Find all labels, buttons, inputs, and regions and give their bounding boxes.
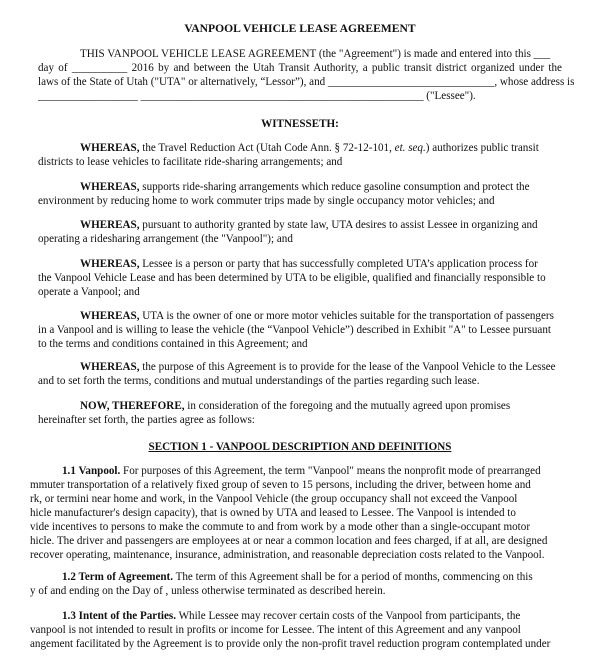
witnesseth-heading: WITNESSETH: [261, 118, 339, 130]
p13-line-1: 1.3 Intent of the Parties. While Lessee may recover certain costs of the Vanpool from participants, the [62, 610, 521, 622]
p12-line-2: y of and ending on the Day of , unless otherwise terminated as described herein. [30, 585, 386, 597]
whereas-1-line-2: districts to lease vehicles to facilitate ride-sharing arrangements; and [38, 156, 343, 168]
now-therefore-paragraph [38, 399, 562, 427]
now-therefore-keyword: NOW, THEREFORE, [80, 400, 185, 412]
whereas-6-line-2: and to set forth the terms, conditions and mutual understandings of the parties regarding such lease. [38, 375, 480, 387]
whereas-2-line-1: WHEREAS, supports ride-sharing arrangements which reduce gasoline consumption and protect the [80, 181, 530, 193]
whereas-keyword: WHEREAS, [80, 181, 140, 193]
p13-heading: 1.3 Intent of the Parties. [62, 610, 176, 622]
whereas-3-line-1: WHEREAS, pursuant to authority granted by state law, UTA desires to assist Lessee in organizing and [80, 219, 538, 231]
whereas-paragraph-3 [38, 218, 562, 246]
p11-line-4: hicle manufacturer's design capacity), that is owned by UTA and leased to Lessee. The Vanpool is intended to [30, 507, 516, 519]
p12-line-1: 1.2 Term of Agreement. The term of this Agreement shall be for a period of months, commencing on this [62, 571, 533, 583]
section-1-heading: SECTION 1 - VANPOOL DESCRIPTION AND DEFINITIONS [148, 441, 452, 453]
whereas-5-line-3: to the terms and conditions contained in this Agreement; and [38, 338, 308, 350]
paragraph-1-2 [30, 570, 566, 598]
whereas-paragraph-5 [38, 309, 562, 351]
now-therefore-line-2: hereinafter set forth, the parties agree as follows: [38, 414, 255, 426]
p11-line-7: recover operating, maintenance, insurance, administration, and reasonable depreciation costs related to the Vanpool. [30, 549, 545, 561]
whereas-keyword: WHEREAS, [80, 258, 140, 270]
p13-line-3: angement facilitated by the Agreement is to provide only the non-profit travel reduction program contemplated under [30, 638, 551, 650]
intro-line-3: laws of the State of Utah ("UTA" or alternatively, “Lessor”), and ______________________________, whose address is [38, 76, 575, 88]
whereas-paragraph-6 [38, 360, 562, 388]
p11-heading: 1.1 Vanpool. [62, 465, 121, 477]
intro-line-2: day of __________ 2016 by and between the Utah Transit Authority, a public transit district organized under the [38, 62, 562, 74]
p11-line-2: mmuter transportation of a relatively fixed group of seven to 15 persons, including the driver, between home and [30, 479, 531, 491]
now-therefore-line-1: NOW, THEREFORE, in consideration of the foregoing and the mutually agreed upon promises [80, 400, 511, 412]
whereas-5-line-1: WHEREAS, UTA is the owner of one or more motor vehicles suitable for the transportation of passengers [80, 310, 554, 322]
intro-line-1: THIS VANPOOL VEHICLE LEASE AGREEMENT (the "Agreement") is made and entered into this ___ [80, 48, 551, 60]
whereas-4-line-3: operate a Vanpool; and [38, 286, 140, 298]
p12-heading: 1.2 Term of Agreement. [62, 571, 174, 583]
whereas-1-line-1: WHEREAS, the Travel Reduction Act (Utah Code Ann. § 72-12-101, et. seq.) authorizes public transit [80, 142, 539, 154]
p11-line-5: vide incentives to persons to make the commute to and from work by a mode other than a single-occupant motor [30, 521, 531, 533]
intro-paragraph [38, 47, 575, 103]
whereas-keyword: WHEREAS, [80, 361, 140, 373]
whereas-keyword: WHEREAS, [80, 219, 140, 231]
p11-line-1: 1.1 Vanpool. For purposes of this Agreement, the term "Vanpool" means the nonprofit mode of prearranged [62, 465, 541, 477]
intro-line-4: __________________ ___________________________________________________ ("Lessee"). [38, 90, 476, 102]
p11-line-3: rk, or termini near home and work, in the Vanpool Vehicle (the group occupancy shall not exceed the Vanpool [30, 493, 518, 505]
whereas-5-line-2: in a Vanpool and is willing to lease the vehicle (the “Vanpool Vehicle”) described in Exhibit "A" to Lessee pursuant [38, 324, 551, 336]
document-title: VANPOOL VEHICLE LEASE AGREEMENT [184, 22, 416, 35]
whereas-3-line-2: operating a ridesharing arrangement (the "Vanpool"); and [38, 233, 293, 245]
whereas-6-line-1: WHEREAS, the purpose of this Agreement is to provide for the lease of the Vanpool Vehicle to the Lessee [80, 361, 556, 373]
whereas-paragraph-2 [38, 180, 562, 208]
whereas-keyword: WHEREAS, [80, 310, 140, 322]
paragraph-1-1 [30, 464, 566, 562]
whereas-paragraph-1 [38, 141, 562, 169]
whereas-4-line-1: WHEREAS, Lessee is a person or party that has successfully completed UTA’s application process for [80, 258, 538, 270]
p13-line-2: vanpool is not intended to result in profits or income for Lessee. The intent of this Agreement and any vanpool [30, 624, 521, 636]
whereas-keyword: WHEREAS, [80, 142, 140, 154]
paragraph-1-3 [30, 609, 566, 651]
p11-line-6: hicle. The driver and passengers are employees at or near a common location and fees charged, if at all, are designed [30, 535, 548, 547]
whereas-paragraph-4 [38, 257, 562, 299]
whereas-2-line-2: environment by reducing home to work commuter trips made by single occupancy motor vehicles; and [38, 195, 495, 207]
whereas-4-line-2: the Vanpool Vehicle Lease and has been determined by UTA to be eligible, qualified and financially responsible to [38, 272, 546, 284]
